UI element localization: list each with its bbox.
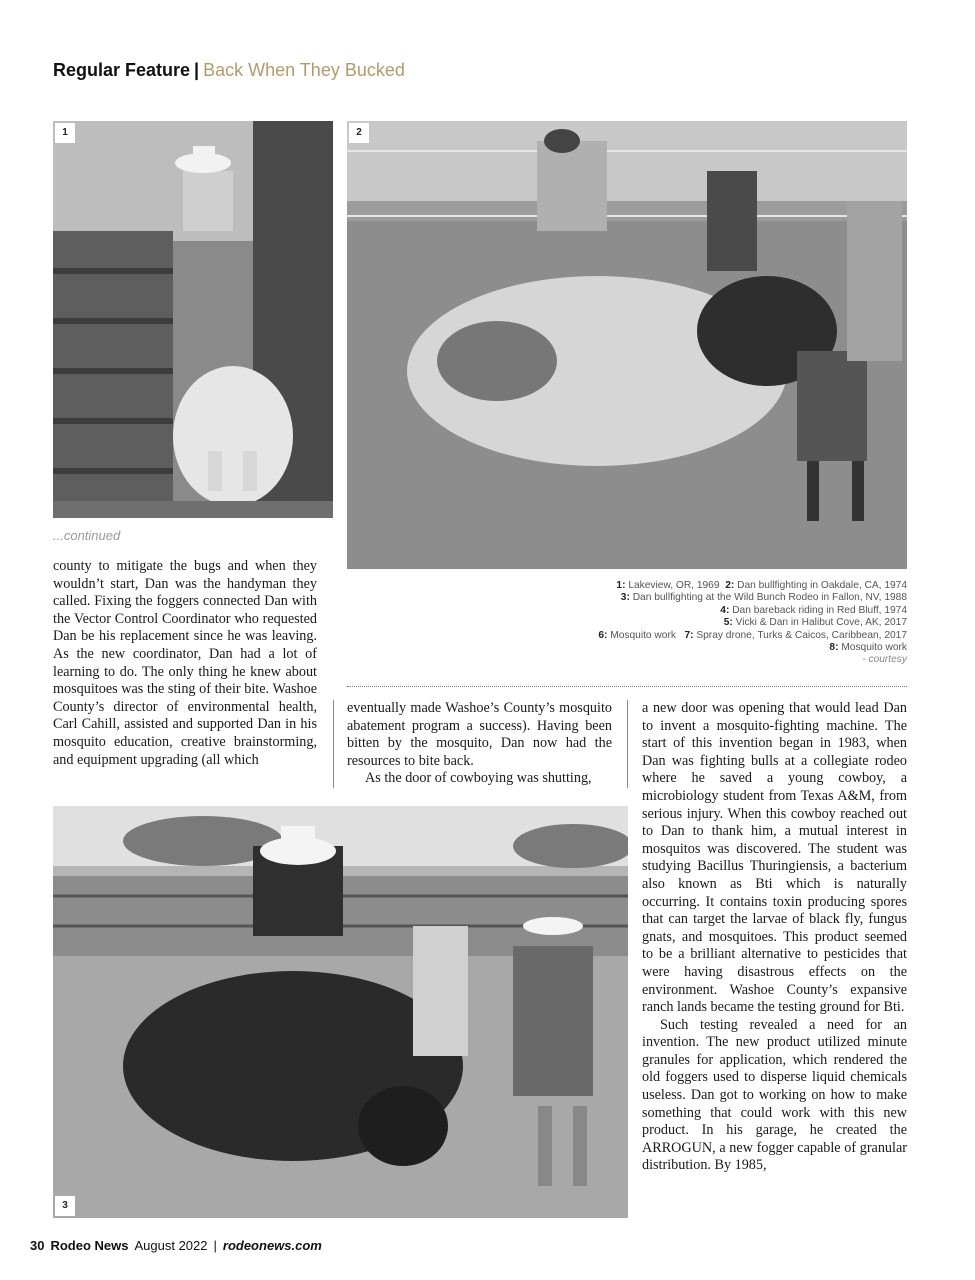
page-footer [30, 1238, 322, 1253]
page-header [53, 60, 405, 81]
caption-4: Dan bareback riding in Red Bluff, 1974 [732, 604, 907, 616]
feature-title: Back When They Bucked [203, 60, 405, 80]
photo-1 [53, 121, 333, 518]
photo-captions: 1: Lakeview, OR, 1969 2: Dan bullfighting in Oakdale, CA, 1974 3: Dan bullfighting at the Wild Bunch Rodeo in Fallon, NV, 1988 4: Dan bareback riding in Red Bluff, 1974 5: Vicki & Dan in Halibut Cove, AK, 2017 6: Mosquito work 7: Spray drone, Turks & Caicos, Caribbean, 2017 8: Mosquito work - courtesy [347, 580, 907, 667]
section-label: Regular Feature [53, 60, 191, 80]
body-column-3 [642, 700, 907, 1175]
photo-3 [53, 806, 628, 1218]
column-1-paragraph: county to mitigate the bugs and when they wouldn’t start, Dan was the handyman they called. Fixing the foggers connected Dan with the Vector Control Coordinator who requested Dan be his replacement since he was leaving. As the new coordinator, Dan had a lot of learning to do. The only thing he knew about mosquitoes was the sting of their bite. Washoe County’s director of environmental health, Carl Cahill, assisted and supported Dan in his mosquito education, creative brainstorming, and equipment upgrading (all which [53, 558, 317, 768]
continued-label: ...continued [53, 528, 121, 543]
column-divider-2 [627, 700, 628, 788]
header-divider: | [194, 60, 200, 80]
caption-8: Mosquito work [841, 642, 907, 654]
caption-1: Lakeview, OR, 1969 [628, 580, 720, 591]
caption-3: Dan bullfighting at the Wild Bunch Rodeo in Fallon, NV, 1988 [632, 592, 907, 604]
body-column-2 [347, 700, 612, 788]
photo-3-number: 3 [55, 1196, 75, 1216]
page-number: 30 [30, 1238, 45, 1253]
photo-credit: - courtesy [862, 654, 907, 666]
caption-6: Mosquito work [610, 629, 676, 641]
column-2-paragraph-2: As the door of cowboying was shutting, [365, 770, 592, 787]
photo-1-number: 1 [55, 123, 75, 143]
footer-divider: | [213, 1238, 217, 1253]
body-column-1 [53, 558, 317, 769]
column-2-paragraph-1: eventually made Washoe’s County’s mosquito abatement program a success). Having been bitten by the mosquito, Dan now had the resources to bite back. [347, 700, 612, 769]
photo-2-number: 2 [349, 123, 369, 143]
caption-divider [347, 686, 907, 687]
column-3-paragraph-1: a new door was opening that would lead Dan to invent a mosquito-fighting machine. The start of this invention began in 1983, when Dan was fighting bulls at a collegiate rodeo where he saved a young cowboy, a microbiology student from Texas A&M, from serious injury. When this cowboy reached out to Dan to thank him, a mutual interest in mosquitos was discovered. The student was studying Bacillus Thuringiensis, a bacterium also known as Bti which is naturally occurring. It contains toxin producing spores that can target the larvae of black fly, fungus gnats, and mosquitoes. This product seemed to be a brilliant alternative to pesticides that were having disastrous effects on the environment. Washoe County’s expansive ranch lands became the testing ground for Bti. [642, 700, 907, 1016]
caption-2: Dan bullfighting in Oakdale, CA, 1974 [737, 580, 907, 591]
caption-5: Vicki & Dan in Halibut Cove, AK, 2017 [735, 617, 907, 629]
column-3-paragraph-2: Such testing revealed a need for an invention. The new product utilized minute granules for application, which rendered the old foggers used to disperse liquid chemicals useless. Dan got to working on how to make something that could work with this new product. In his garage, he created the ARROGUN, a new fogger capable of granular distribution. By 1985, [642, 1016, 907, 1174]
caption-7: Spray drone, Turks & Caicos, Caribbean, 2017 [696, 629, 907, 641]
website-link[interactable]: rodeonews.com [222, 1238, 322, 1253]
issue-date: August 2022 [134, 1238, 208, 1253]
publication-name: Rodeo News [50, 1238, 129, 1253]
column-divider-1 [333, 700, 334, 788]
photo-2 [347, 121, 907, 569]
